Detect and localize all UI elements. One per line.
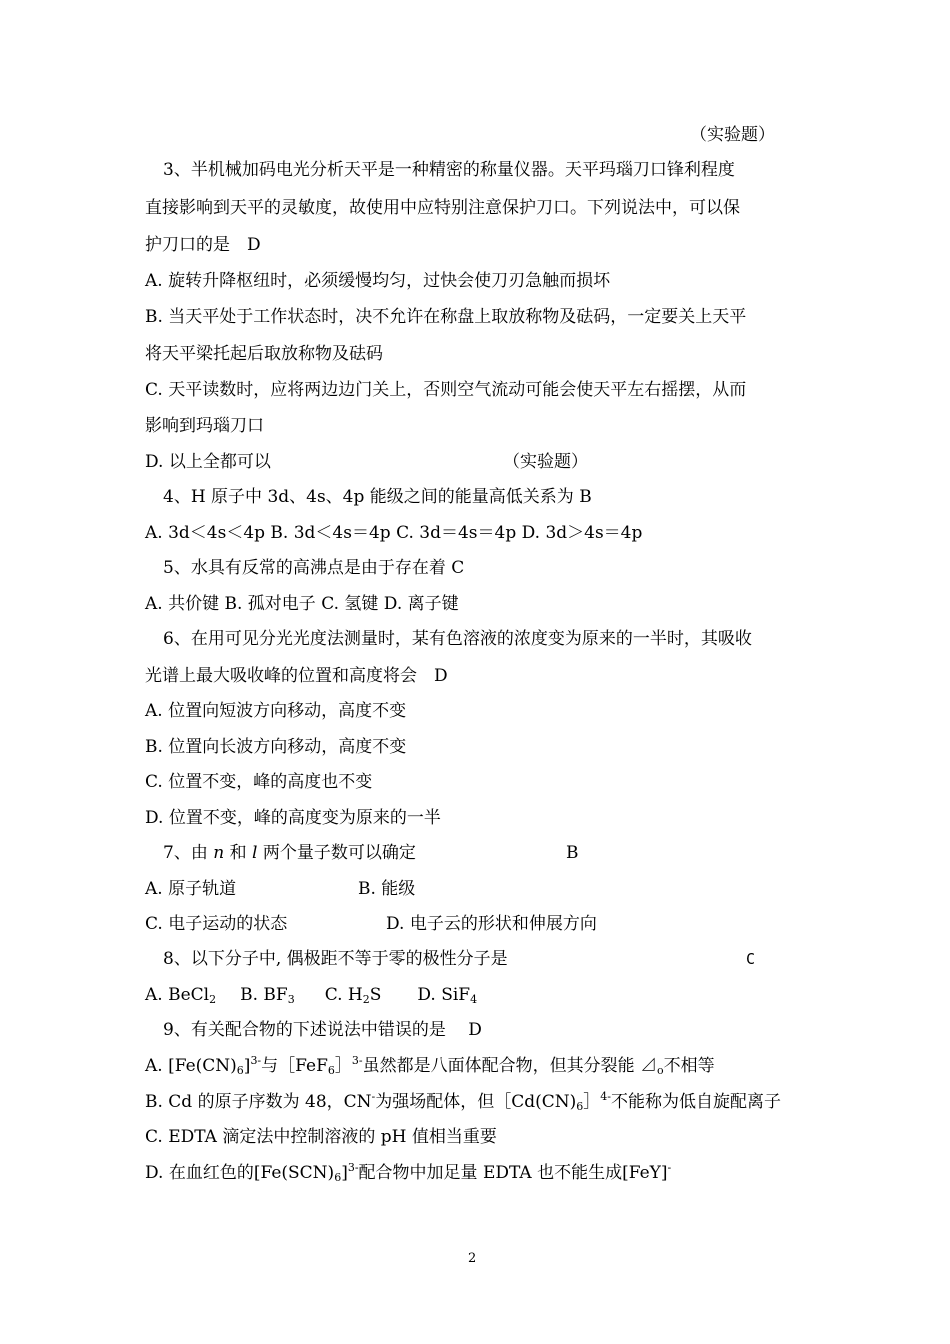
q9-option-b: B. Cd 的原子序数为 48，CN-为强场配体，但$[Cd(CN)_6]^{4-}$不能称为低自旋配离子 xyxy=(145,1090,781,1113)
q7-option-b: B. 能级 xyxy=(358,879,416,899)
q9-option-c: C. EDTA 滴定法中控制溶液的 pH 值相当重要 xyxy=(145,1127,497,1147)
q7-option-d: D. 电子云的形状和伸展方向 xyxy=(386,914,597,934)
q3-option-a: A. 旋转升降枢纽时，必须缓慢均匀，过快会使刀刃急触而损坏 xyxy=(145,271,611,291)
q6-option-a: A. 位置向短波方向移动，高度不变 xyxy=(145,701,407,721)
q7-stem xyxy=(163,842,416,864)
q7-answer: B xyxy=(566,843,579,863)
q4-stem: 4、H 原子中 3d、4s、4p 能级之间的能量高低关系为 B xyxy=(163,487,592,507)
q9-option-a: A. $[Fe(CN)_6]^{3-}$与［FeF$_6$］$^{3-}$虽然都是八面体配合物，但其分裂能 $⊿_o$不相等 xyxy=(145,1054,715,1077)
q3-option-d: D. 以上全都可以 xyxy=(145,452,271,472)
q8-option-d: D. SiF$_4$ xyxy=(417,985,478,1006)
q3-section-tag: （实验题） xyxy=(503,452,588,472)
q8-options xyxy=(145,984,477,1006)
q6-option-c: C. 位置不变，峰的高度也不变 xyxy=(145,772,373,792)
q4-options: A. 3d＜4s＜4p B. 3d＜4s＝4p C. 3d＝4s＝4p D. 3d＞4s＝4p xyxy=(145,523,643,543)
q5-stem: 5、水具有反常的高沸点是由于存在着 C xyxy=(163,558,465,578)
q8-option-b: B. $BF_3$ xyxy=(240,985,295,1006)
q3-option-b-line2: 将天平梁托起后取放称物及砝码 xyxy=(145,344,383,364)
q7-l-symbol: l xyxy=(252,843,258,863)
page-number: 2 xyxy=(468,1251,477,1266)
q3-option-c-line1: C. 天平读数时，应将两边边门关上，否则空气流动可能会使天平左右摇摆，从而 xyxy=(145,380,747,400)
q8-answer: C xyxy=(746,950,756,968)
q5-options: A. 共价键 B. 孤对电子 C. 氢键 D. 离子键 xyxy=(145,594,459,614)
section-tag: （实验题） xyxy=(690,125,775,145)
q7-stem-suffix: 两个量子数可以确定 xyxy=(257,843,416,863)
q9-stem: 9、有关配合物的下述说法中错误的是 D xyxy=(163,1020,482,1040)
q3-stem-line1: 3、半机械加码电光分析天平是一种精密的称量仪器。天平玛瑙刀口锋利程度 xyxy=(163,160,735,180)
q3-option-c-line2: 影响到玛瑙刀口 xyxy=(145,416,264,436)
q6-option-b: B. 位置向长波方向移动，高度不变 xyxy=(145,737,407,757)
q3-option-b-line1: B. 当天平处于工作状态时，决不允许在称盘上取放称物及砝码，一定要关上天平 xyxy=(145,307,747,327)
q8-option-a: A. BeCl$_2$ xyxy=(145,985,217,1006)
q7-option-c: C. 电子运动的状态 xyxy=(145,914,288,934)
q7-n-symbol: n xyxy=(213,843,225,863)
q3-stem-line2: 直接影响到天平的灵敏度，故使用中应特别注意保护刀口。下列说法中，可以保 xyxy=(145,198,740,218)
q8-option-c: C. $H_2S$ xyxy=(324,985,382,1006)
q6-option-d: D. 位置不变，峰的高度变为原来的一半 xyxy=(145,808,441,828)
q7-stem-mid: 和 xyxy=(224,843,252,863)
q3-stem-line3: 护刀口的是 D xyxy=(145,235,261,255)
q7-option-a: A. 原子轨道 xyxy=(145,879,237,899)
q9-option-d: D. 在血红色的$[Fe(SCN)_6]^{3-}$配合物中加足量 EDTA 也不能生成[FeY]- xyxy=(145,1161,672,1184)
q6-stem-line1: 6、在用可见分光光度法测量时，某有色溶液的浓度变为原来的一半时，其吸收 xyxy=(163,629,752,649)
q7-stem-prefix: 7、由 xyxy=(163,843,214,863)
q6-stem-line2: 光谱上最大吸收峰的位置和高度将会 D xyxy=(145,666,448,686)
q8-stem: 8、以下分子中, 偶极距不等于零的极性分子是 xyxy=(163,949,508,969)
